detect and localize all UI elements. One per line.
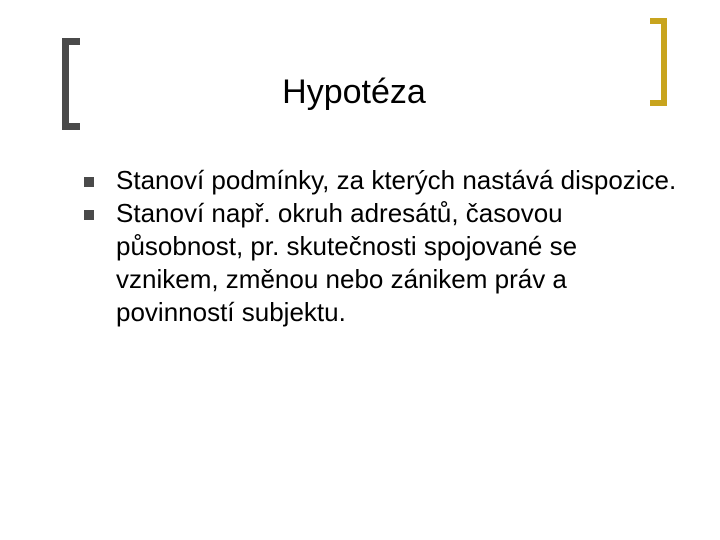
square-bullet-icon xyxy=(84,210,94,220)
square-bullet-icon xyxy=(84,177,94,187)
bullet-list xyxy=(80,164,680,329)
bullet-text: Stanoví např. okruh adresátů, časovou působnost, pr. skutečnosti spojované se vznikem, změnou nebo zánikem práv a povinností subjektu. xyxy=(116,198,578,327)
bullet-item xyxy=(80,197,680,329)
bullet-item xyxy=(80,164,680,197)
slide-title: Hypotéza xyxy=(282,73,426,111)
bullet-text: Stanoví podmínky, za kterých nastává dispozice. xyxy=(116,165,677,195)
